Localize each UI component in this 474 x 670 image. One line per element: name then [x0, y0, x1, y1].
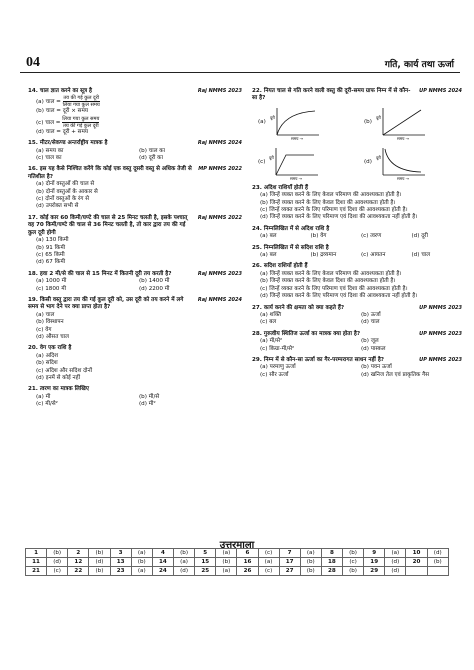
option-item — [252, 293, 462, 300]
option-item — [28, 334, 242, 341]
option-label: (a) — [258, 119, 266, 126]
axis-label-x: समय → — [396, 135, 409, 141]
page-number: 04 — [26, 55, 40, 70]
exam-tag: Raj NMMS 2023 — [197, 270, 242, 277]
answer-row — [26, 567, 449, 576]
option-item — [28, 108, 242, 115]
answer-question-number: 9 — [364, 549, 385, 558]
option-item — [252, 200, 462, 207]
question-text: नियत चाल से गति करने वाली वस्तु की दूरी-समय ग्राफ निम्न में से कौन-सा है? — [252, 88, 411, 102]
answer-question-number: 16 — [237, 558, 258, 567]
answer-option: (d) — [173, 567, 194, 576]
graph-line — [277, 108, 319, 135]
option-item — [28, 116, 242, 129]
question-text: चाल ज्ञात करने का सूत्र है — [39, 88, 92, 94]
option-item: (a) बल — [260, 233, 277, 240]
options-grid — [28, 148, 242, 163]
question-block — [28, 345, 242, 382]
answer-option: (c) — [258, 567, 279, 576]
axis-label-y: दूरी — [375, 154, 381, 160]
question-stem — [28, 140, 107, 147]
options-grid — [252, 252, 462, 259]
answer-option: (a) — [216, 567, 237, 576]
question-text: किसी वस्तु द्वारा तय की गई कुल दूरी को, उस दूरी को तय करने में लगे समय से भाग देने पर क्या प्राप्त होता है? — [28, 296, 184, 311]
question-text: मीटर/सेकण्ड अन्तर्राष्ट्रीय मात्रक है — [39, 140, 108, 147]
question-header — [252, 245, 462, 252]
question-text: निम्नलिखित में से अदिश राशि है — [263, 225, 330, 232]
option-label: (d) इनमें से कोई नहीं — [36, 375, 81, 381]
answer-question-number: 18 — [321, 558, 342, 567]
question-number: 25. — [252, 244, 262, 251]
option-item: (c) त्वरण — [361, 233, 382, 240]
option-item — [252, 192, 462, 199]
question-header — [252, 305, 462, 312]
answer-question-number: 5 — [195, 549, 216, 558]
option-item — [28, 181, 242, 188]
answer-question-number: 26 — [237, 567, 258, 576]
question-stem — [252, 305, 344, 312]
option-item: (c) चाल का — [36, 155, 62, 162]
answer-question-number: 20 — [406, 558, 427, 567]
answer-option: (a) — [173, 558, 194, 567]
exam-tag: UP NMMS 2023 — [419, 304, 462, 311]
option-label: (b) 91 किमी — [36, 244, 66, 251]
answer-option — [427, 567, 448, 576]
option-item: (b) ऊर्जा — [361, 311, 381, 318]
option-item: (c) बल — [260, 319, 277, 326]
question-number: 28. — [252, 330, 262, 337]
exam-tag: Raj NMMS 2024 — [197, 140, 242, 147]
right-column — [252, 88, 462, 383]
question-text: कोई कार 60 किमी/घण्टे की चाल से 25 मिनट चलती है, इसके पश्चात् वह 70 किमी/घण्टे की चाल से 36 मिनट चलती है, तो कार द्वारा तय की गई कुल दूरी होगी — [28, 214, 188, 236]
question-block — [28, 297, 242, 341]
option-item — [28, 245, 242, 252]
question-header — [28, 166, 242, 181]
exam-tag: Raj NMMS 2024 — [197, 296, 242, 303]
option-label: (b) जिन्हें व्यक्त करने के लिए केवल दिशा की आवश्यकता होती है। — [260, 199, 396, 206]
options-grid — [252, 312, 462, 327]
option-item: (d) मी² — [139, 401, 156, 408]
question-number: 23. — [252, 184, 262, 191]
question-block — [28, 166, 242, 210]
question-text: हवा 2 मी/से की चाल से 15 मिनट में कितनी दूरी तय करती है? — [39, 270, 172, 277]
question-stem — [28, 297, 194, 312]
answer-option: (d) — [385, 558, 406, 567]
option-item: (a) मी/से² — [260, 338, 283, 345]
option-label: (a) चाल = — [36, 99, 63, 106]
distance-time-graph — [268, 145, 320, 181]
question-block — [252, 185, 462, 222]
option-item: (d) चाल — [361, 319, 380, 326]
question-header — [28, 345, 242, 352]
answer-question-number: 15 — [195, 558, 216, 567]
graph-line — [277, 111, 315, 135]
answer-question-number: 7 — [279, 549, 300, 558]
graph-option — [258, 105, 356, 141]
answer-option: (b) — [173, 549, 194, 558]
axis-label-x: समय → — [396, 175, 409, 181]
axis-label-y: दूरी — [269, 154, 275, 160]
answer-key-table — [25, 548, 449, 576]
option-label: (d) चाल = दूरी + समय — [36, 128, 89, 135]
exam-tag: Raj NMMS 2022 — [197, 214, 242, 221]
question-header — [28, 297, 242, 312]
option-item: (c) सौर ऊर्जा — [260, 371, 289, 378]
option-item — [28, 95, 242, 108]
graph-line — [276, 155, 314, 175]
question-block — [28, 386, 242, 408]
option-item: (a) शक्ति — [260, 311, 282, 318]
axis-label-x: समय → — [290, 175, 303, 181]
answer-question-number: 21 — [26, 567, 47, 576]
fraction — [62, 116, 99, 129]
answer-option: (b) — [216, 558, 237, 567]
answer-option: (a) — [216, 549, 237, 558]
question-stem — [252, 331, 360, 338]
option-item: (d) 2200 मी — [139, 285, 170, 292]
option-item: (a) बल — [260, 252, 277, 259]
answer-question-number: 1 — [26, 549, 47, 558]
question-block — [28, 140, 242, 162]
question-number: 24. — [252, 225, 262, 232]
question-number: 21. — [28, 386, 38, 393]
question-block — [252, 226, 462, 241]
answer-question-number: 2 — [68, 549, 89, 558]
option-label: (b) दोनों वस्तुओं के आकार से — [36, 188, 98, 195]
question-number: 14. — [28, 88, 38, 94]
graph-options — [252, 105, 462, 181]
answer-option: (d) — [47, 558, 68, 567]
graph-option — [258, 145, 356, 181]
answer-option: (d) — [89, 558, 110, 567]
option-label: (d) औसत चाल — [36, 333, 69, 340]
option-label: (a) चाल — [36, 311, 55, 318]
answer-row — [26, 549, 449, 558]
fraction-numerator: तय की गई कुल दूरी — [63, 95, 100, 102]
option-item: (b) द्रव्यमान — [310, 252, 337, 259]
graph-line — [383, 110, 421, 135]
question-number: 27. — [252, 304, 262, 311]
answer-option: (c) — [47, 567, 68, 576]
answer-question-number: 28 — [321, 567, 342, 576]
axis-label-y: दूरी — [375, 114, 381, 120]
answer-question-number: 23 — [110, 567, 131, 576]
option-item — [28, 259, 242, 266]
distance-time-graph — [375, 145, 427, 181]
answer-question-number: 3 — [110, 549, 131, 558]
question-block — [28, 215, 242, 267]
answer-option: (d) — [427, 549, 448, 558]
option-item: (d) दूरी का — [139, 155, 163, 162]
question-number: 19. — [28, 296, 38, 303]
option-item: (b) जूल — [361, 338, 379, 345]
option-label: (d) जिन्हें व्यक्त करने के लिए परिमाण एवं दिशा की आवश्यकता नहीं होती है। — [260, 214, 418, 221]
question-block — [28, 88, 242, 136]
option-item: (a) समय का — [36, 147, 64, 154]
option-item: (b) 1400 मी — [139, 278, 170, 285]
question-block — [252, 263, 462, 300]
options-grid — [28, 394, 242, 409]
question-text: निम्न में से कौन-सा ऊर्जा का गैर-परम्परागत साधन नहीं है? — [263, 356, 385, 363]
distance-time-graph — [375, 105, 427, 141]
option-item: (b) पवन ऊर्जा — [361, 364, 392, 371]
option-label: (a) जिन्हें व्यक्त करने के लिए केवल परिमाण की आवश्यकता होती है। — [260, 270, 402, 277]
answer-row — [26, 558, 449, 567]
option-item: (b) वेग — [310, 233, 327, 240]
option-item: (a) 1000 मी — [36, 278, 67, 285]
question-number: 20. — [28, 345, 38, 352]
question-text: निम्नलिखित में से सदिश राशि है — [263, 244, 329, 251]
answer-question-number: 4 — [152, 549, 173, 558]
question-text: गुरुत्वीय स्थितिज ऊर्जा का मात्रक क्या होता है? — [263, 330, 361, 337]
option-label: (b) जिन्हें व्यक्त करने के लिए केवल दिशा की आवश्यकता होती है। — [260, 278, 396, 285]
exam-tag: Raj NMMS 2023 — [197, 88, 242, 94]
question-text: अदिश राशियाँ होती हैं — [263, 184, 308, 191]
option-item: (b) मी/से — [139, 393, 160, 400]
question-stem — [28, 271, 172, 278]
answer-option: (b) — [342, 567, 363, 576]
options-grid — [252, 233, 462, 240]
option-item: (a) परमाणु ऊर्जा — [260, 364, 296, 371]
answer-option: (b) — [89, 567, 110, 576]
question-block — [252, 88, 462, 181]
exam-tag: UP NMMS 2023 — [419, 330, 462, 337]
page-header — [20, 55, 460, 73]
options-grid — [252, 338, 462, 353]
option-item: (c) मी/से² — [36, 401, 58, 408]
answer-question-number: 29 — [364, 567, 385, 576]
question-number: 29. — [252, 356, 262, 363]
answer-question-number: 12 — [68, 558, 89, 567]
answer-question-number: 24 — [152, 567, 173, 576]
graph-line — [385, 149, 421, 172]
option-label: (c) दोनों वस्तुओं के रंग से — [36, 196, 90, 203]
answer-option: (d) — [385, 567, 406, 576]
distance-time-graph — [269, 105, 321, 141]
option-item — [28, 368, 242, 375]
left-column — [28, 88, 242, 413]
fraction — [63, 95, 100, 108]
option-label: (d) — [364, 159, 372, 166]
option-item: (d) दूरी — [411, 233, 428, 240]
question-text: वेग एक राशि है — [39, 345, 72, 352]
option-item — [252, 214, 462, 221]
fraction-numerator: लिया गया कुल समय — [62, 115, 100, 122]
option-label: (a) 130 किमी — [36, 237, 69, 244]
question-stem — [252, 263, 307, 270]
question-header — [252, 263, 462, 270]
option-item: (d) चाल — [411, 252, 430, 259]
question-header — [28, 140, 242, 147]
answer-question-number: 27 — [279, 567, 300, 576]
option-item — [252, 286, 462, 293]
graph-option — [364, 105, 462, 141]
option-label: (a) दोनों वस्तुओं की चाल से — [36, 181, 95, 188]
question-header — [28, 386, 242, 393]
option-item: (c) आयतन — [361, 252, 386, 259]
option-label: (c) वेग — [36, 326, 52, 333]
option-item — [28, 129, 242, 136]
options-grid — [28, 278, 242, 293]
option-label: (b) चाल = दूरी × समय — [36, 108, 89, 115]
answer-option: (a) — [131, 567, 152, 576]
option-label: (c) 65 किमी — [36, 251, 65, 258]
question-header — [28, 88, 242, 95]
question-header — [252, 88, 462, 103]
exam-tag: UP NMMS 2024 — [419, 88, 462, 94]
answer-option: (c) — [342, 558, 363, 567]
chapter-title: गति, कार्य तथा ऊर्जा — [384, 60, 454, 70]
option-item — [252, 278, 462, 285]
question-number: 26. — [252, 263, 262, 270]
question-text: कार्य करने की क्षमता को क्या कहते हैं? — [263, 304, 345, 311]
option-label: (b) — [364, 119, 372, 126]
question-block — [252, 245, 462, 260]
question-number: 16. — [28, 166, 38, 173]
answer-option: (b) — [427, 558, 448, 567]
option-item — [28, 319, 242, 326]
answer-question-number — [406, 567, 427, 576]
answer-option: (c) — [258, 549, 279, 558]
option-item — [28, 353, 242, 360]
option-item — [28, 360, 242, 367]
question-stem — [28, 386, 89, 393]
answer-option: (b) — [342, 549, 363, 558]
answer-option: (b) — [300, 567, 321, 576]
option-label: (c) — [258, 159, 266, 166]
question-text: इस यह कैसे निश्चित करेंगे कि कोई एक वस्तु दूसरी वस्तु से अधिक तेजी से गतिशील है? — [28, 166, 192, 180]
option-item: (c) किग्रा-मी/से² — [260, 345, 295, 352]
question-block — [28, 271, 242, 293]
question-number: 22. — [252, 88, 262, 94]
question-stem — [28, 345, 71, 352]
answer-option: (b) — [300, 558, 321, 567]
question-number: 18. — [28, 270, 38, 277]
answer-question-number: 10 — [406, 549, 427, 558]
answer-option: (a) — [131, 549, 152, 558]
fraction-denominator: लिया गया कुल समय — [62, 102, 100, 109]
answer-option: (b) — [131, 558, 152, 567]
answer-question-number: 14 — [152, 558, 173, 567]
question-header — [28, 215, 242, 237]
answer-question-number: 8 — [321, 549, 342, 558]
option-item — [28, 189, 242, 196]
option-label: (c) अदिश और सदिश दोनों — [36, 367, 93, 374]
answer-key-title: उत्तरमाला — [219, 540, 255, 551]
option-label: (d) 67 किमी — [36, 259, 66, 266]
option-item: (d) पास्कल — [361, 345, 386, 352]
graph-line — [383, 148, 425, 175]
answer-option: (b) — [89, 549, 110, 558]
option-item: (d) खनिज तेल एवं प्राकृतिक गैस — [361, 371, 430, 378]
answer-question-number: 13 — [110, 558, 131, 567]
question-header — [252, 331, 462, 338]
option-label: (d) जिन्हें व्यक्त करने के लिए परिमाण एवं दिशा की आवश्यकता नहीं होती है। — [260, 293, 418, 300]
option-item: (b) चाल का — [139, 147, 166, 154]
option-label: (b) विस्थापन — [36, 319, 64, 326]
graph-line — [276, 148, 318, 175]
option-item: (a) मी — [36, 393, 51, 400]
option-label: (c) जिन्हें व्यक्त करने के लिए परिमाण एवं दिशा की आवश्यकता होती है। — [260, 207, 408, 214]
answer-question-number: 11 — [26, 558, 47, 567]
answer-question-number: 17 — [279, 558, 300, 567]
option-item — [28, 327, 242, 334]
answer-option: (a) — [258, 558, 279, 567]
answer-question-number: 19 — [364, 558, 385, 567]
option-label: (a) जिन्हें व्यक्त करने के लिए केवल परिमाण की आवश्यकता होती है। — [260, 192, 402, 199]
answer-option: (a) — [385, 549, 406, 558]
exam-tag: MP NMMS 2022 — [198, 166, 242, 173]
question-text: त्वरण का मात्रक लिखिए — [39, 386, 89, 393]
option-item: (c) 1800 मी — [36, 285, 67, 292]
question-header — [28, 271, 242, 278]
fraction-denominator: तय की गई कुल दूरी — [62, 122, 99, 129]
options-grid — [252, 364, 462, 379]
option-item — [28, 237, 242, 244]
question-number: 15. — [28, 140, 38, 147]
answer-option: (b) — [47, 549, 68, 558]
axis-label-y: दूरी — [269, 114, 275, 120]
question-stem — [252, 88, 415, 103]
answer-option: (a) — [300, 549, 321, 558]
answer-question-number: 25 — [195, 567, 216, 576]
answer-question-number: 6 — [237, 549, 258, 558]
option-label: (c) जिन्हें व्यक्त करने के लिए परिमाण एवं दिशा की आवश्यकता होती है। — [260, 285, 408, 292]
graph-option — [364, 145, 462, 181]
option-item — [28, 375, 242, 382]
question-header — [252, 226, 462, 233]
exam-tag: UP NMMS 2023 — [419, 356, 462, 363]
question-stem — [252, 245, 329, 252]
option-item — [28, 203, 242, 210]
question-stem — [28, 166, 194, 181]
option-label: (c) चाल = — [36, 119, 63, 126]
question-block — [252, 357, 462, 379]
question-stem — [28, 215, 194, 237]
option-label: (b) सदिश — [36, 360, 58, 367]
question-block — [252, 331, 462, 353]
question-text: सदिश राशियाँ होती हैं — [263, 263, 308, 270]
question-block — [252, 305, 462, 327]
option-label: (d) उपरोक्त सभी से — [36, 203, 79, 210]
answer-question-number: 22 — [68, 567, 89, 576]
option-label: (a) अदिश — [36, 352, 59, 359]
axis-label-x: समय → — [290, 135, 303, 141]
question-number: 17. — [28, 214, 38, 221]
